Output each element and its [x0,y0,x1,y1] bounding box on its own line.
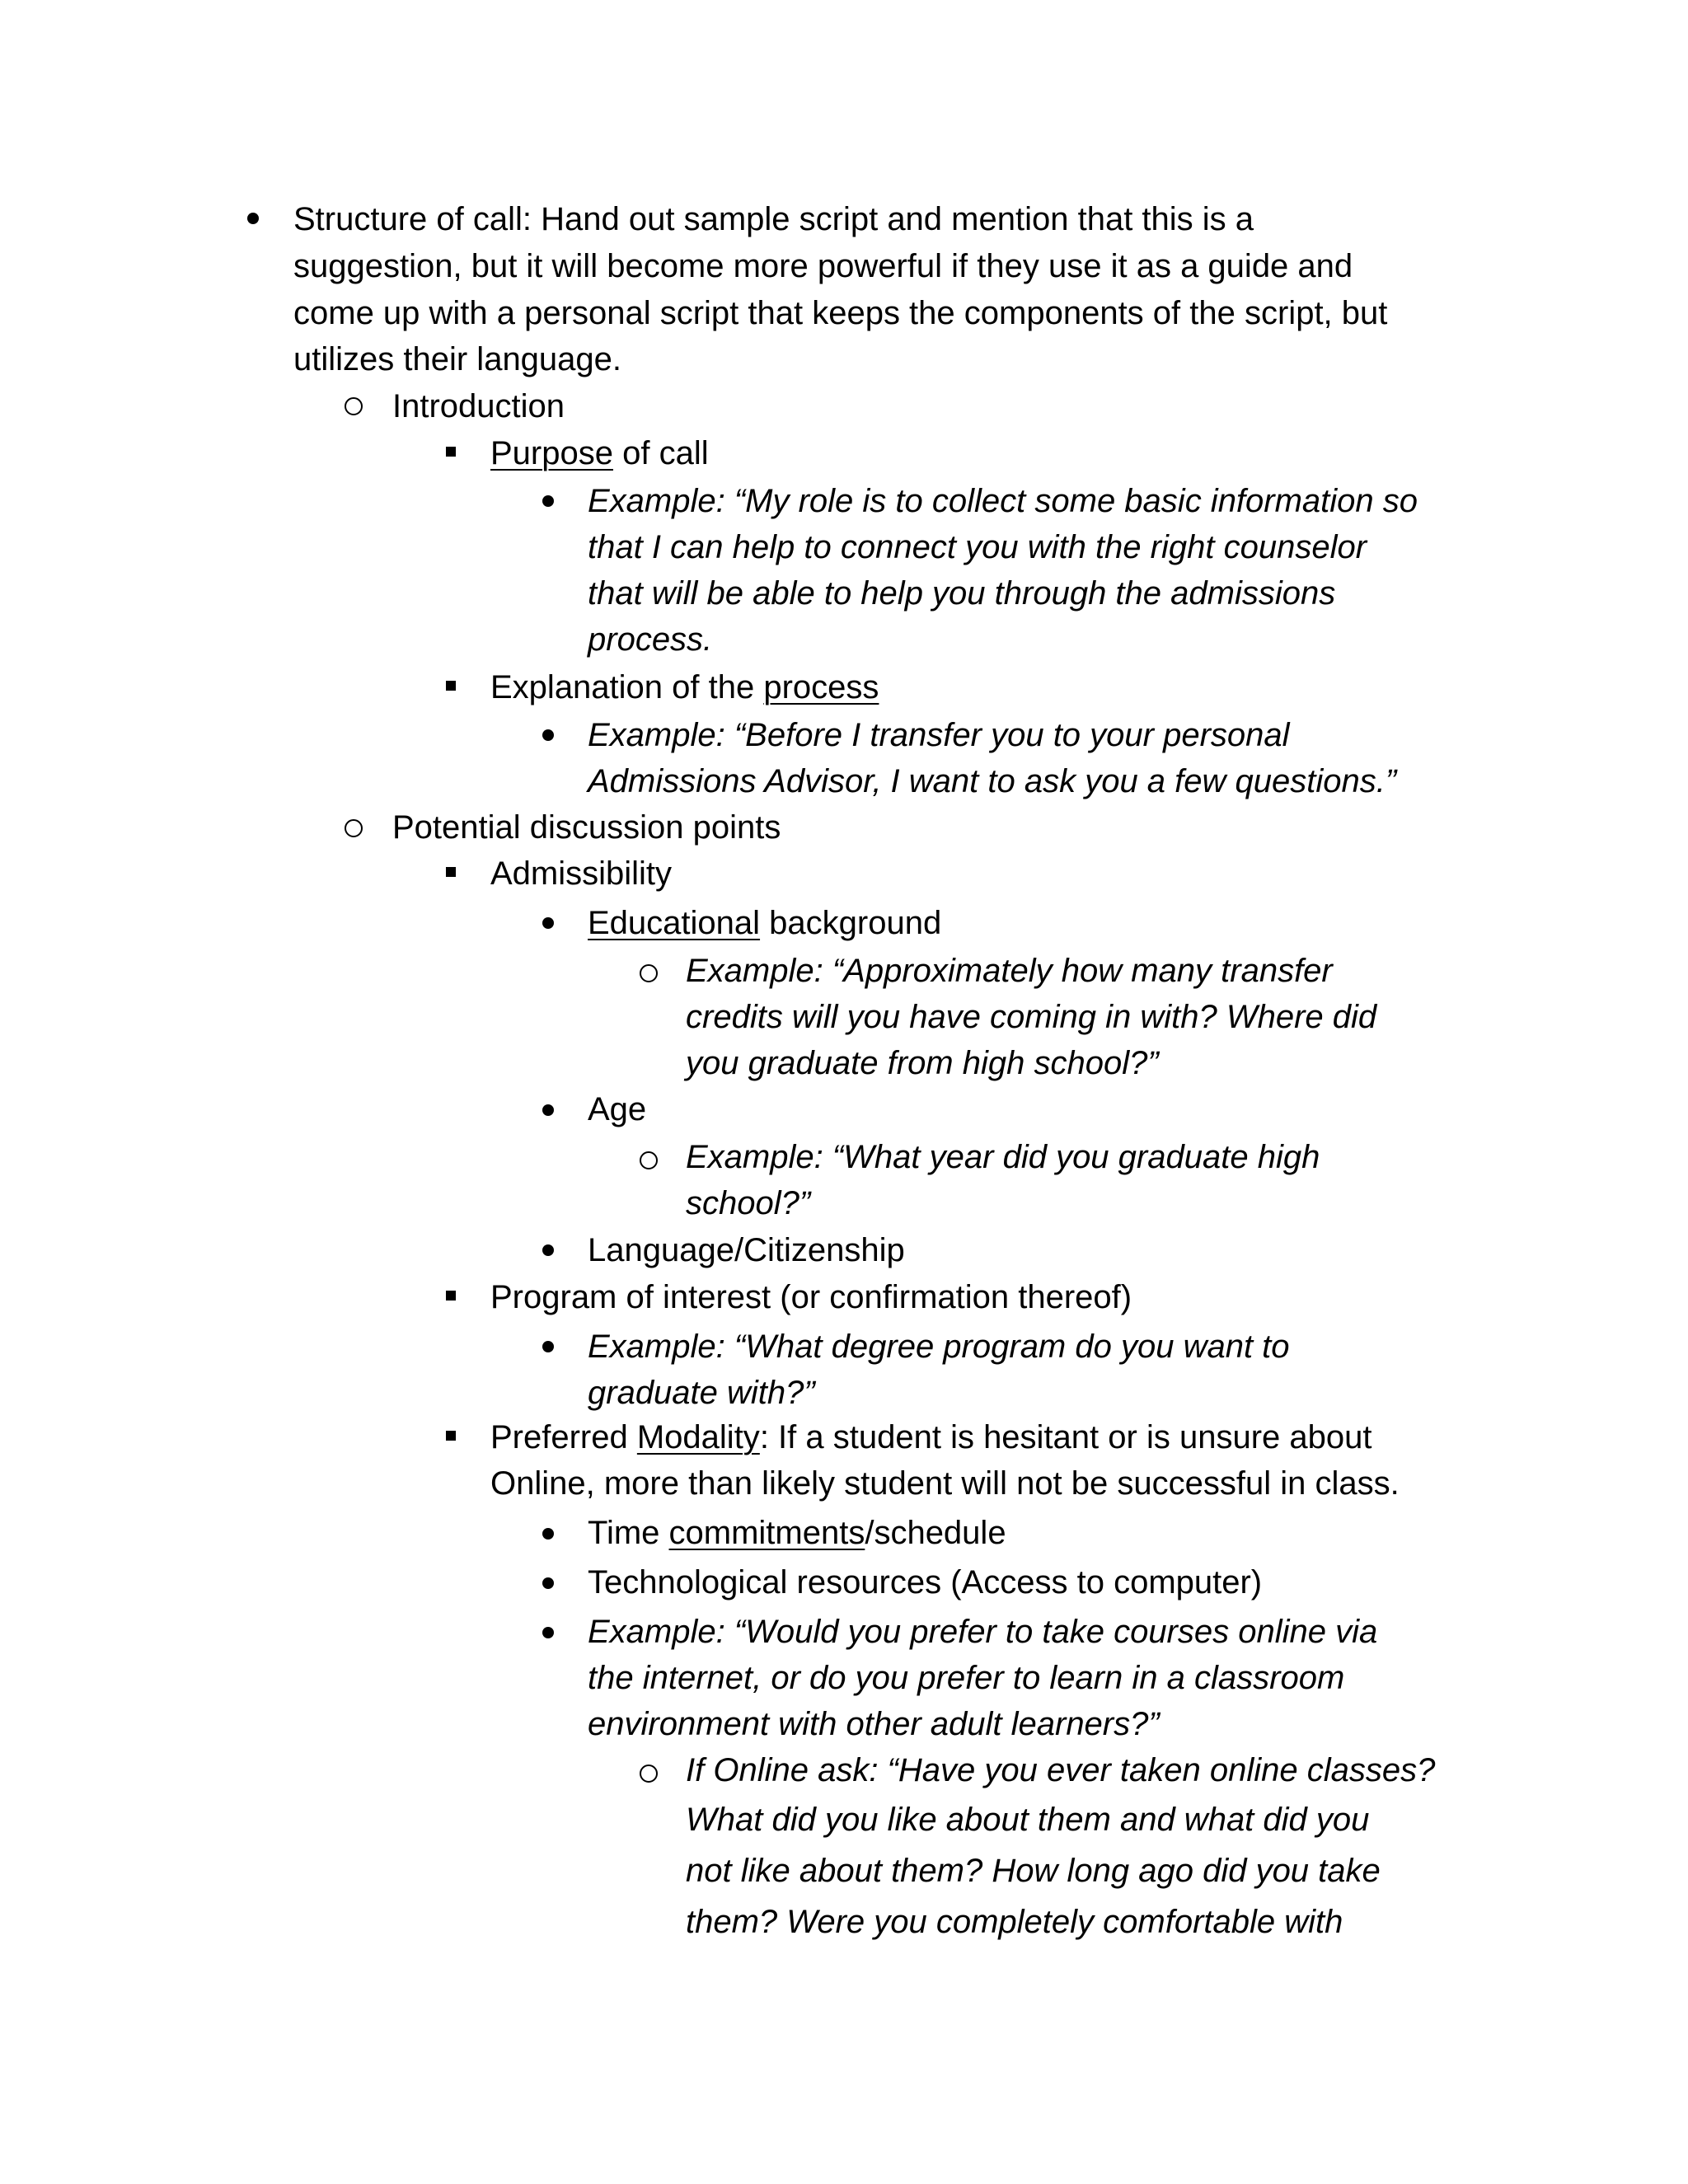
age-item: Age [588,1091,647,1127]
bullet-disc-icon [542,729,554,741]
modality-item-line-1 [490,1414,1372,1460]
purpose-example-line-4: process. [588,621,713,658]
age-example-line-1: Example: “What year did you graduate high [686,1139,1320,1175]
admissibility-item: Admissibility [490,855,673,892]
introduction-heading: Introduction [392,388,565,424]
time-item [588,1510,1006,1556]
explanation-underlined: process [763,669,879,705]
modality-lead: Preferred [490,1419,637,1455]
purpose-underlined: Purpose [490,435,613,471]
modality-underlined: Modality [636,1419,760,1455]
educational-example-line-1: Example: “Approximately how many transfer [686,953,1333,989]
purpose-rest: of call [612,435,709,471]
purpose-example-line-1: Example: “My role is to collect some basic information so [588,483,1418,519]
online-line-4: them? Were you completely comfortable with [686,1904,1343,1940]
educational-underlined: Educational [588,905,761,941]
educational-item [588,900,941,946]
bullet-square-icon [446,1291,456,1301]
explanation-example-line-2: Admissions Advisor, I want to ask you a few questions.” [588,763,1397,799]
program-example-line-1: Example: “What degree program do you want to [588,1329,1290,1365]
modality-example-line-2: the internet, or do you prefer to learn in a classroom [588,1660,1345,1696]
explanation-example-line-1: Example: “Before I transfer you to your personal [588,717,1290,753]
purpose-item [490,430,709,476]
educational-rest: background [760,905,942,941]
educational-example-line-2: credits will you have coming in with? Where did [686,999,1377,1035]
educational-example-line-3: you graduate from high school?” [686,1045,1159,1081]
explanation-lead: Explanation of the [490,669,764,705]
bullet-disc-icon [542,495,554,507]
program-example-line-2: graduate with?” [588,1375,815,1411]
modality-example-line-1: Example: “Would you prefer to take courses online via [588,1614,1378,1650]
purpose-example-line-2: that I can help to connect you with the right counselor [588,529,1367,565]
structure-line-2: suggestion, but it will become more powerful if they use it as a guide and [293,248,1353,284]
bullet-square-icon [446,681,456,691]
modality-rest: : If a student is hesitant or is unsure about [759,1419,1372,1455]
modality-example-line-3: environment with other adult learners?” [588,1706,1160,1742]
language-item: Language/Citizenship [588,1232,905,1268]
discussion-heading: Potential discussion points [392,809,781,846]
online-line-1: If Online ask: “Have you ever taken online classes? [686,1752,1436,1788]
bullet-circle-icon [640,1151,658,1169]
bullet-disc-icon [542,917,554,929]
time-lead: Time [588,1515,669,1551]
time-underlined: commitments [668,1515,865,1551]
bullet-square-icon [446,1431,456,1441]
structure-line-1: Structure of call: Hand out sample script and mention that this is a [293,201,1254,237]
bullet-disc-icon [542,1528,554,1540]
explanation-item [490,664,879,710]
bullet-circle-icon [345,819,363,837]
bullet-disc-icon [542,1627,554,1638]
bullet-square-icon [446,867,456,877]
structure-line-3: come up with a personal script that keeps the components of the script, but [293,295,1388,331]
bullet-disc-icon [542,1104,554,1116]
bullet-circle-icon [345,397,363,415]
program-item: Program of interest (or confirmation thereof) [490,1279,1132,1315]
online-line-3: not like about them? How long ago did you take [686,1853,1381,1889]
bullet-circle-icon [640,964,658,982]
modality-item-line-2: Online, more than likely student will not be successful in class. [490,1465,1400,1502]
time-rest: /schedule [865,1515,1006,1551]
bullet-disc-icon [542,1244,554,1256]
tech-item: Technological resources (Access to computer) [588,1564,1263,1601]
online-line-2: What did you like about them and what did you [686,1802,1370,1838]
bullet-disc-icon [247,213,259,224]
bullet-disc-icon [542,1577,554,1589]
bullet-square-icon [446,447,456,457]
purpose-example-line-3: that will be able to help you through the admissions [588,575,1336,612]
bullet-disc-icon [542,1341,554,1352]
bullet-circle-icon [640,1765,658,1783]
age-example-line-2: school?” [686,1185,811,1221]
structure-line-4: utilizes their language. [293,341,622,377]
